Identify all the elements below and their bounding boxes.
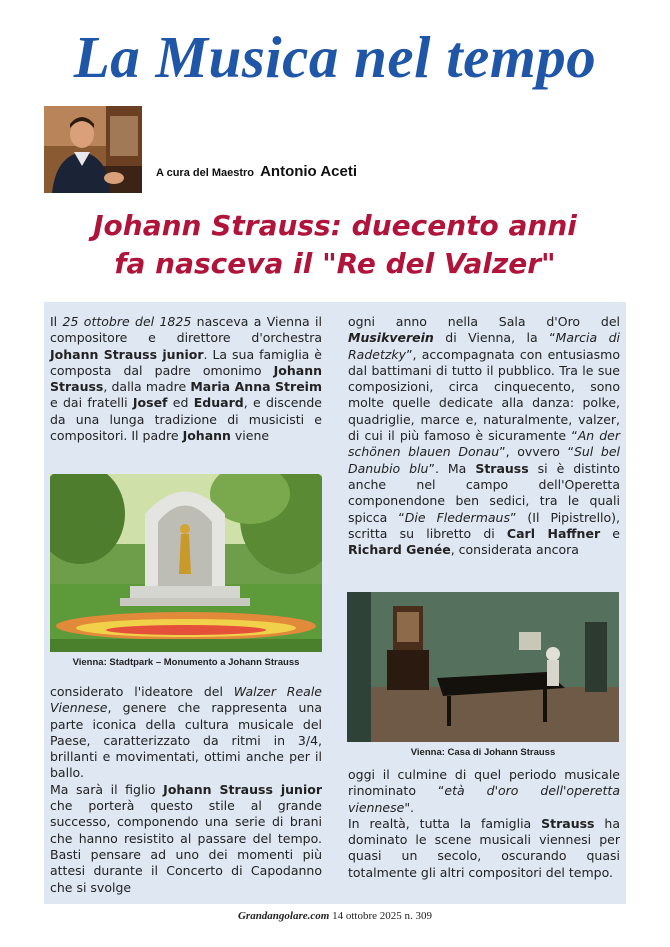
work-title: An der schönen blauen Donau (348, 428, 621, 460)
person-name: Johann Strauss junior (50, 346, 204, 362)
article-headline (20, 207, 650, 283)
person-name: Strauss (541, 815, 595, 831)
person-name: Josef (132, 395, 168, 411)
masthead-title: La Musica nel tempo (73, 24, 597, 90)
footer-issue: 14 ottobre 2025 n. 309 (332, 910, 433, 922)
person-name: Strauss (475, 460, 529, 476)
page-footer (0, 910, 670, 922)
headline-line-2: fa nasceva il "Re del Valzer" (114, 247, 556, 280)
strauss-house-photo (347, 592, 619, 742)
person-name: Carl Haffner (506, 525, 601, 541)
article-paragraph-1: Il 25 ottobre del 1825 nasceva a Vienna il compositore e direttore d'orchestra Johann Strauss junior. La sua famiglia è composta dal padre omonimo Johann Strauss, dalla madre Maria Anna Streim e dai fratelli Josef ed Eduard, e discende da una lunga tradizione di musicisti e compositori. Il padre Johann viene (50, 314, 322, 444)
byline-prefix: A cura del Maestro (156, 167, 255, 179)
work-title: Walzer Reale Viennese (50, 684, 322, 716)
byline-author: Antonio Aceti (260, 163, 358, 180)
figure-caption: Vienna: Casa di Johann Strauss (410, 747, 556, 758)
person-name: Richard Genée (348, 542, 451, 558)
headline-line-1: Johann Strauss: duecento anni (93, 209, 577, 242)
person-name: Johann Strauss (50, 362, 322, 395)
work-title: Die Fledermaus (404, 509, 510, 525)
person-name: Johann Strauss junior (163, 781, 322, 797)
venue-name: Musikverein (348, 330, 434, 346)
article-paragraph-2: considerato l'ideatore del Walzer Reale Viennese, genere che rappresenta una parte iconica della cultura musicale del Paese, caratterizzato da ritmi in 3/4, brillanti e movimentati, ottimi anche per il ballo. Ma sarà il figlio Johann Strauss junior che porterà questo stile al grande successo, componendo una serie di brani che hanno resistito al passare del tempo. Basti pensare ad uno dei momenti più attesi durante il Concerto di Capodanno che si svolge (50, 684, 322, 895)
work-title: Sul bel Danubio blu (348, 444, 620, 476)
stadtpark-monument-photo (50, 474, 322, 652)
author-portrait (44, 106, 142, 193)
person-name: Maria Anna Streim (190, 379, 322, 395)
footer-site: Grandangolare.com (237, 910, 330, 922)
article-paragraph-4: oggi il culmine di quel periodo musicale rinominato “età d'oro dell'operetta viennese". In realtà, tutta la famiglia Strauss ha dominato le scene musicali viennesi per quasi un secolo, oscurando quasi totalmente gli altri compositori del tempo. (348, 767, 620, 880)
article-paragraph-3: ogni anno nella Sala d'Oro del Musikverein di Vienna, la “Marcia di Radetzky”, accompagnata con entusiasmo dal battimani di tutto il pubblico. Tra le sue composizioni, circa cinquecento, sono molte quelle dedicate alla danza: polke, quadriglie, marce e, naturalmente, valzer, di cui il più famoso è sicuramente “An der schönen blauen Donau”, ovvero “Sul bel Danubio blu”. Ma Strauss si è distinto anche nel campo dell'Operetta componendone ben sedici, tra le quali spicca “Die Fledermaus” (Il Pipistrello), scritta su libretto di Carl Haffner e Richard Genée, considerata ancora (348, 314, 621, 558)
byline (156, 163, 357, 180)
era-name: età d'oro dell'operetta viennese (348, 783, 620, 815)
birth-date: 25 ottobre del 1825 (62, 314, 192, 329)
figure-caption: Vienna: Stadtpark – Monumento a Johann Strauss (72, 657, 300, 668)
person-name: Johann (182, 428, 231, 444)
work-title: Marcia di Radetzky (348, 330, 620, 362)
person-name: Eduard (193, 395, 244, 411)
